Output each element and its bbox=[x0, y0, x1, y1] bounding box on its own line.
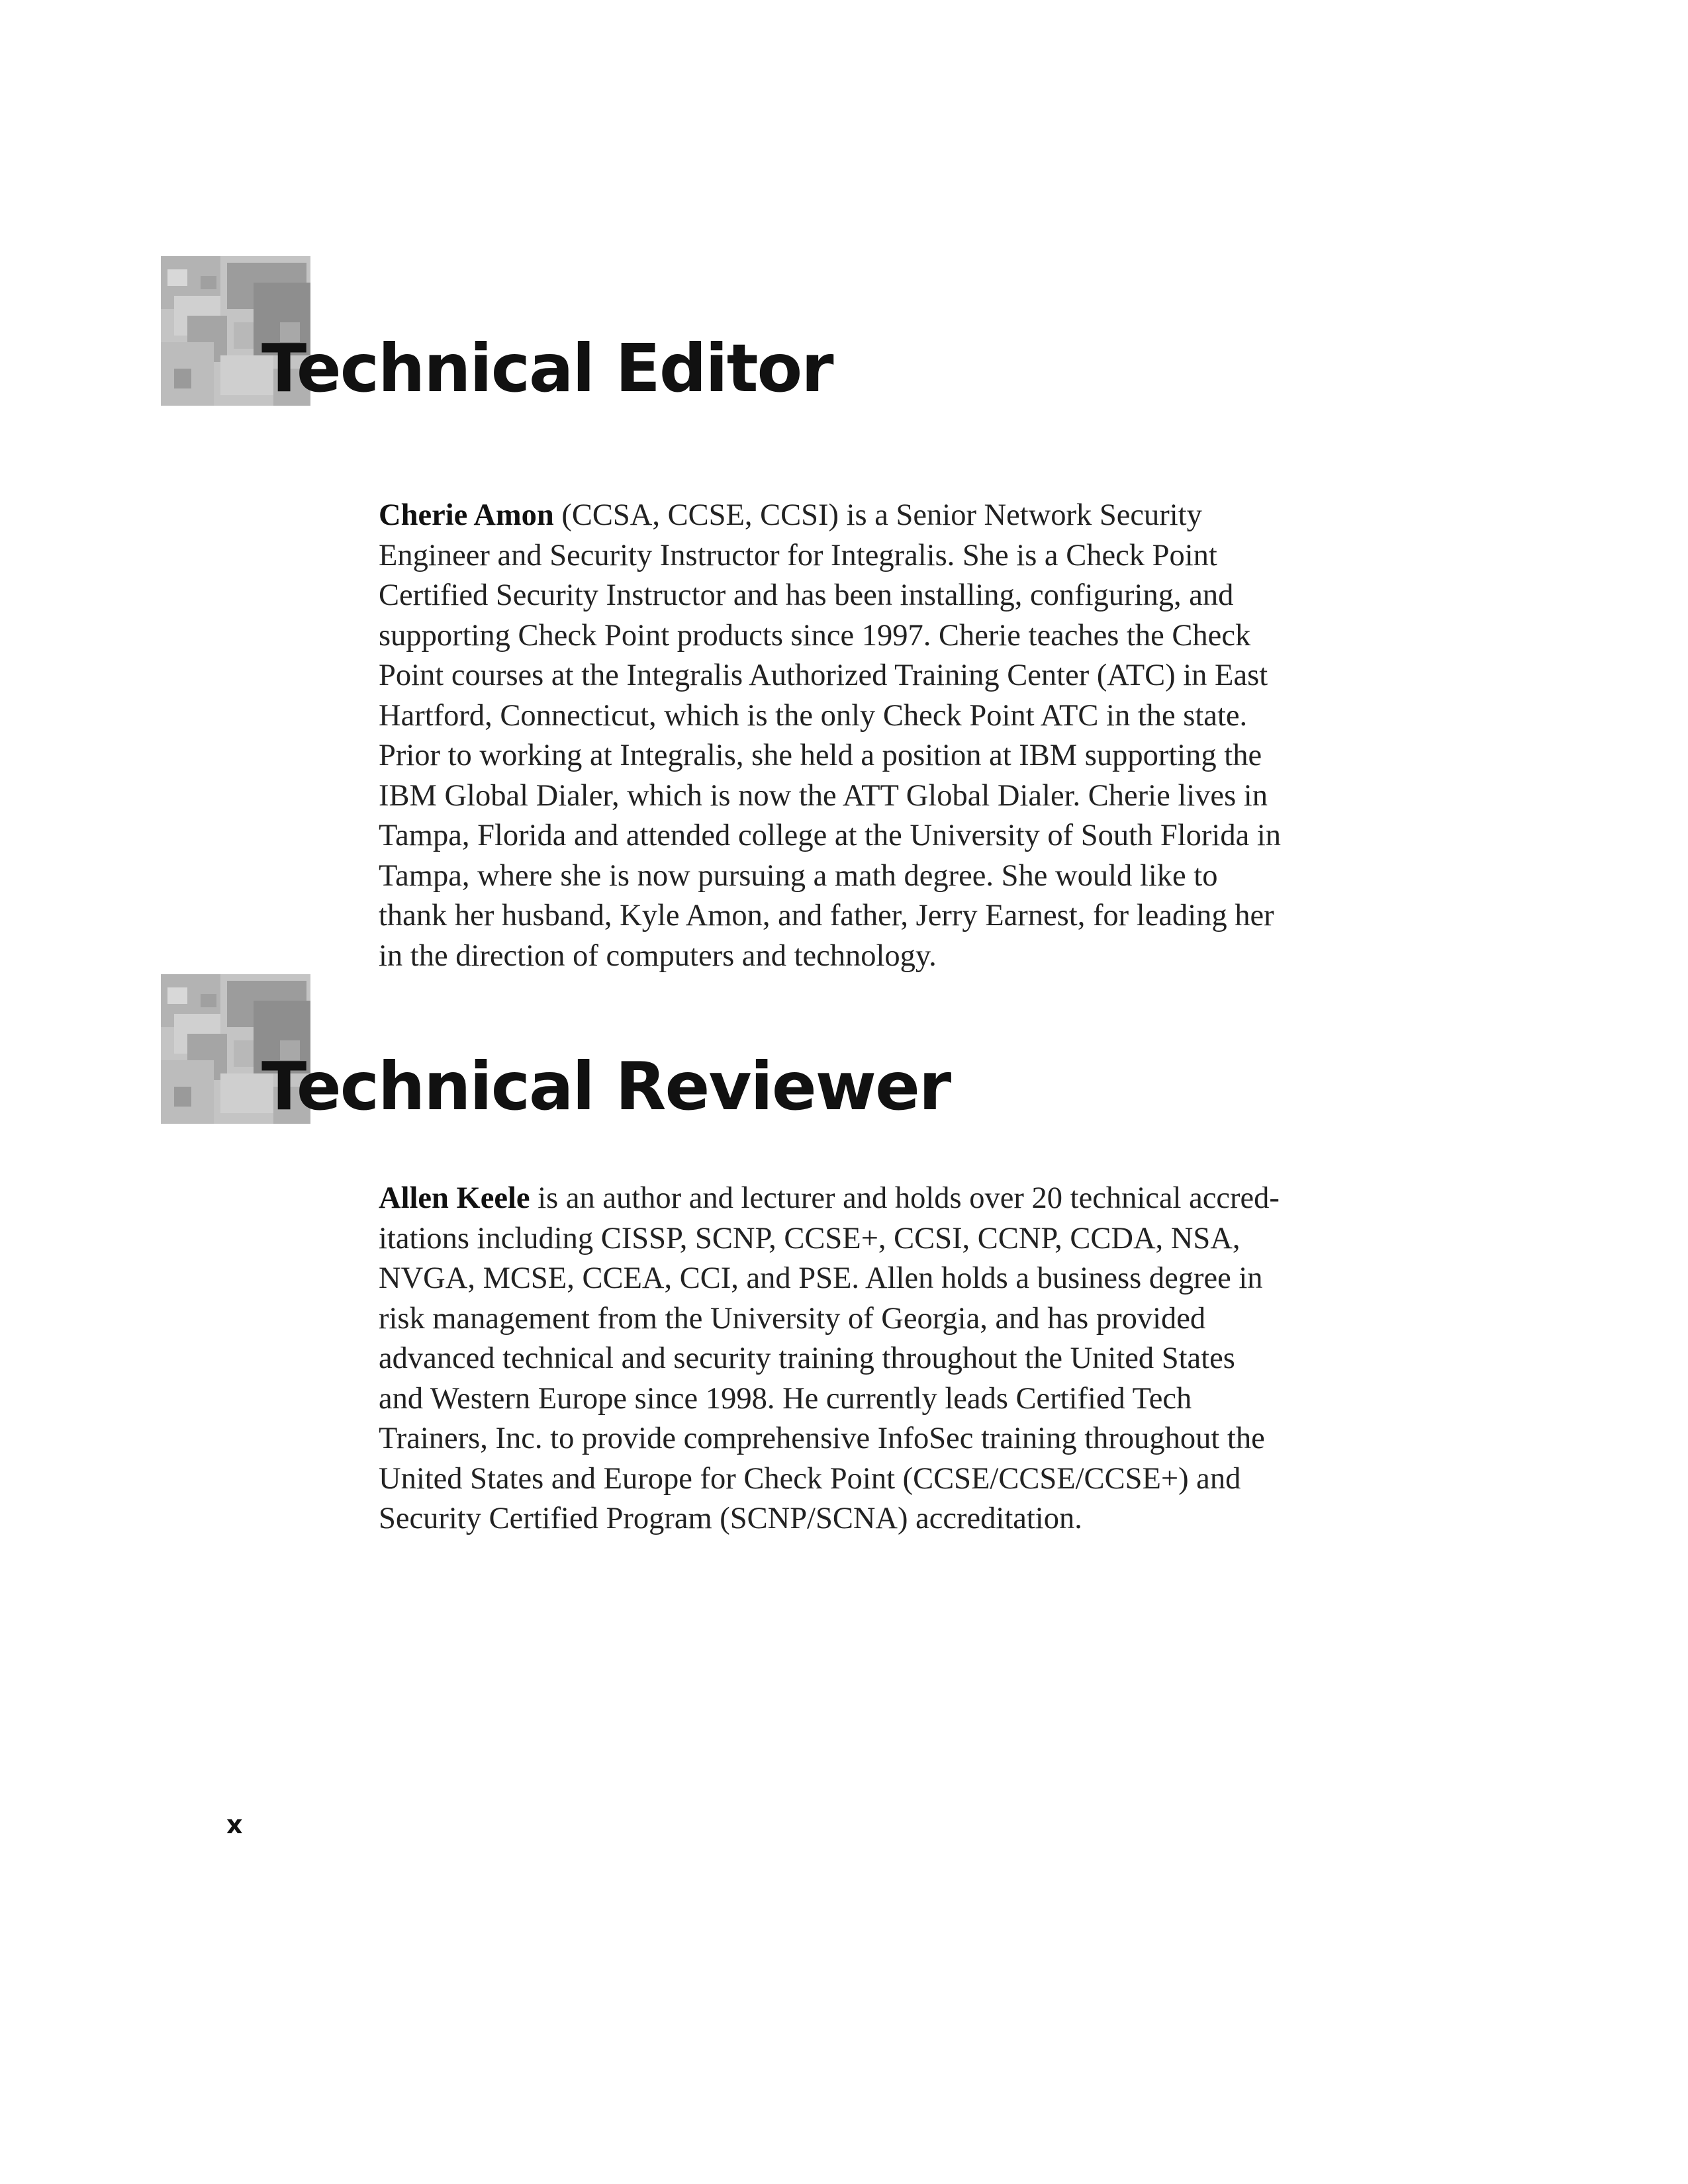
bio-line: Hartford, Connecticut, which is the only Check Point ATC in the state. bbox=[379, 698, 1248, 733]
bio-line: United States and Europe for Check Point (CCSE/CCSE/CCSE+) and bbox=[379, 1461, 1241, 1496]
section-heading-editor: Technical Editor bbox=[261, 330, 833, 407]
reviewer-name: Allen Keele bbox=[379, 1181, 530, 1215]
bio-line: and Western Europe since 1998. He currently leads Certified Tech bbox=[379, 1381, 1192, 1416]
reviewer-bio bbox=[379, 1179, 1372, 1539]
bio-line: itations including CISSP, SCNP, CCSE+, CCSI, CCNP, CCDA, NSA, bbox=[379, 1221, 1241, 1255]
bio-line: NVGA, MCSE, CCEA, CCI, and PSE. Allen holds a business degree in bbox=[379, 1261, 1263, 1295]
bio-line: Security Certified Program (SCNP/SCNA) accreditation. bbox=[379, 1502, 1082, 1535]
bio-line: supporting Check Point products since 1997. Cherie teaches the Check bbox=[379, 618, 1251, 653]
bio-line: Point courses at the Integralis Authorized Training Center (ATC) in East bbox=[379, 659, 1268, 692]
bio-line: thank her husband, Kyle Amon, and father, Jerry Earnest, for leading her bbox=[379, 899, 1274, 933]
bio-line: Certified Security Instructor and has been installing, configuring, and bbox=[379, 578, 1234, 612]
section-heading-reviewer: Technical Reviewer bbox=[261, 1048, 951, 1125]
editor-name: Cherie Amon bbox=[379, 498, 554, 532]
bio-line: Cherie Amon (CCSA, CCSE, CCSI) is a Senior Network Security bbox=[379, 498, 1202, 532]
bio-line: risk management from the University of Georgia, and has provided bbox=[379, 1301, 1206, 1336]
bio-line: Engineer and Security Instructor for Integralis. She is a Check Point bbox=[379, 538, 1217, 572]
page-number: x bbox=[226, 1810, 243, 1839]
bio-line: IBM Global Dialer, which is now the ATT Global Dialer. Cherie lives in bbox=[379, 778, 1268, 813]
bio-line: Tampa, Florida and attended college at the University of South Florida in bbox=[379, 819, 1282, 852]
bio-line: advanced technical and security training throughout the United States bbox=[379, 1342, 1235, 1375]
bio-line: in the direction of computers and technology. bbox=[379, 938, 937, 973]
bio-line: Trainers, Inc. to provide comprehensive InfoSec training throughout the bbox=[379, 1422, 1265, 1455]
editor-bio bbox=[379, 496, 1372, 976]
bio-line: Tampa, where she is now pursuing a math degree. She would like to bbox=[379, 858, 1218, 893]
bio-line: Allen Keele is an author and lecturer and holds over 20 technical accred- bbox=[379, 1181, 1280, 1215]
bio-line: Prior to working at Integralis, she held a position at IBM supporting the bbox=[379, 739, 1262, 772]
